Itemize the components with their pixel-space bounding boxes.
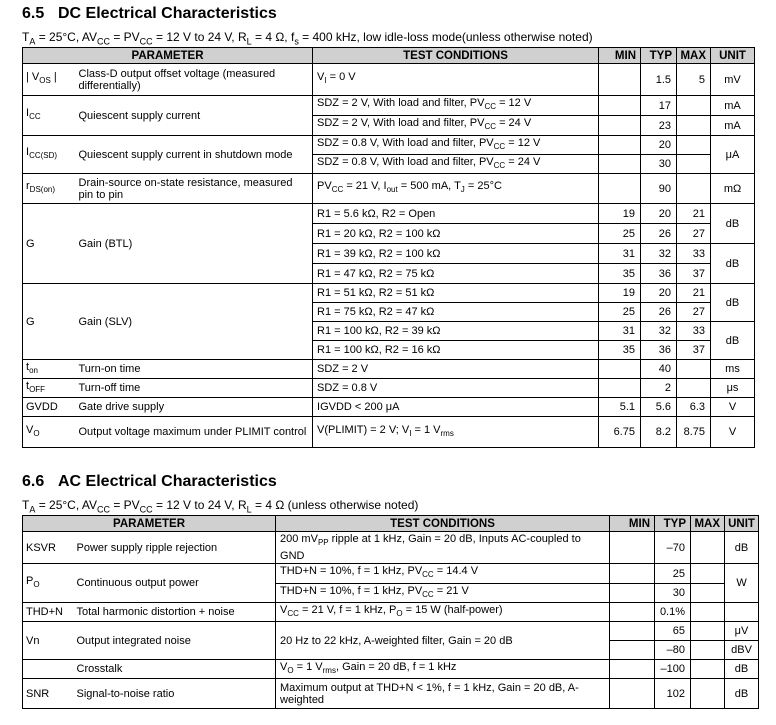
max-value: 37 [677,264,711,284]
param-description: Drain-source on-state resistance, measured pin to pin [77,174,313,204]
test-condition: V(PLIMIT) = 2 V; $V_I = 1$ $V_{rms}$ [313,417,599,448]
ac-section-heading [22,473,277,491]
typ-value: 8.2 [641,417,677,448]
unit-value: mΩ [711,174,755,204]
test-condition: R1 = 39 kΩ, R2 = 100 kΩ [313,244,599,264]
typ-value: 1.5 [641,64,677,96]
unit-value: mV [711,64,755,96]
typ-value: 5.6 [641,398,677,417]
typ-value: 36 [641,341,677,360]
test-condition: R1 = 75 kΩ, R2 = 47 kΩ [313,303,599,322]
unit-value: dBV [725,641,759,660]
param-description: Gate drive supply [77,398,313,417]
max-value: 5 [677,64,711,96]
max-value: 27 [677,224,711,244]
param-symbol: $r_{DS(on)}$ [23,174,77,204]
typ-value: –70 [655,532,691,564]
max-value [677,360,711,379]
param-description: Quiescent supply current [77,96,313,136]
test-condition: IGVDD < 200 μA [313,398,599,417]
unit-value: V [711,398,755,417]
min-value [610,532,655,564]
max-value: 21 [677,284,711,303]
min-value: 31 [599,244,641,264]
unit-value: dB [725,532,759,564]
test-condition: SDZ = 2 V, With load and filter, $PV_{CC} = 12$ V [313,96,599,116]
unit-value: dB [725,679,759,709]
param-symbol: KSVR [23,532,75,564]
param-description: Quiescent supply current in shutdown mode [77,136,313,174]
param-description: Power supply ripple rejection [75,532,276,564]
table-row [23,379,755,398]
max-value [677,96,711,116]
table-row [23,284,755,303]
param-description: Signal-to-noise ratio [75,679,276,709]
test-condition: SDZ = 2 V, With load and filter, $PV_{CC} = 24$ V [313,116,599,136]
table-row [23,64,755,96]
param-description: Gain (SLV) [77,284,313,360]
table-row [23,174,755,204]
test-condition: R1 = 47 kΩ, R2 = 75 kΩ [313,264,599,284]
header-max: MAX [691,516,725,532]
typ-value: 20 [641,284,677,303]
header-test-conditions: TEST CONDITIONS [313,48,599,64]
test-condition: $PV_{CC} = 21$ V, $I_{out} = 500$ mA, $T_J = 25^\circ C$ [313,174,599,204]
max-value [677,155,711,174]
min-value [599,174,641,204]
test-condition: SDZ = 2 V [313,360,599,379]
min-value: 35 [599,264,641,284]
test-condition: R1 = 20 kΩ, R2 = 100 kΩ [313,224,599,244]
param-symbol: THD+N [23,603,75,622]
param-symbol: $t_{on}$ [23,360,77,379]
min-value [610,564,655,584]
header-max: MAX [677,48,711,64]
test-condition: R1 = 51 kΩ, R2 = 51 kΩ [313,284,599,303]
table-row [23,564,759,584]
typ-value: 0.1% [655,603,691,622]
typ-value: 23 [641,116,677,136]
max-value [677,116,711,136]
dc-test-conditions-note: $T_A = 25^\circ C$, $AV_{CC} = PV_{CC} = 12$ V to 24 V, $R_L = 4$ Ω, $f_s = 400$ kHz, low idle-loss mode(unless otherwise noted) [22,30,593,47]
min-value [599,64,641,96]
test-condition: $V_{CC} = 21$ V, f = 1 kHz, $P_O = 15$ W (half-power) [276,603,610,622]
min-value [610,603,655,622]
dc-table-header [23,48,755,64]
header-min: MIN [599,48,641,64]
unit-value: dB [711,284,755,322]
param-description: Gain (BTL) [77,204,313,284]
test-condition: 200 $mV_{PP}$ ripple at 1 kHz, Gain = 20 dB, Inputs AC-coupled to GND [276,532,610,564]
max-value [691,603,725,622]
test-condition: SDZ = 0.8 V, With load and filter, $PV_{CC} = 12$ V [313,136,599,155]
unit-value: μs [711,379,755,398]
unit-value [725,603,759,622]
typ-value: 17 [641,96,677,116]
param-description: Total harmonic distortion + noise [75,603,276,622]
max-value: 33 [677,244,711,264]
dc-section-heading [22,5,277,23]
param-description: Continuous output power [75,564,276,603]
typ-value: 32 [641,322,677,341]
max-value: 6.3 [677,398,711,417]
unit-value: μV [725,622,759,641]
table-row [23,417,755,448]
table-row [23,660,759,679]
param-description: Output integrated noise [75,622,276,660]
typ-value: 20 [641,204,677,224]
max-value [691,532,725,564]
test-condition: Maximum output at THD+N < 1%, f = 1 kHz, Gain = 20 dB, A-weighted [276,679,610,709]
typ-value: 102 [655,679,691,709]
max-value [677,379,711,398]
table-row [23,360,755,379]
param-symbol: $I_{CC(SD)}$ [23,136,77,174]
max-value [691,622,725,641]
param-description: Turn-on time [77,360,313,379]
param-symbol: $I_{CC}$ [23,96,77,136]
test-condition: $V_O = 1$ $V_{rms}$, Gain = 20 dB, f = 1 kHz [276,660,610,679]
min-value [610,584,655,603]
test-condition: THD+N = 10%, f = 1 kHz, $PV_{CC} = 14.4$ V [276,564,610,584]
min-value [599,360,641,379]
min-value [599,136,641,155]
min-value: 5.1 [599,398,641,417]
min-value: 25 [599,224,641,244]
unit-value: dB [725,660,759,679]
param-symbol: Vn [23,622,75,660]
typ-value: 65 [655,622,691,641]
max-value: 8.75 [677,417,711,448]
test-condition: R1 = 100 kΩ, R2 = 39 kΩ [313,322,599,341]
unit-value: mA [711,96,755,116]
dc-section-title: DC Electrical Characteristics [58,5,277,22]
unit-value: μA [711,136,755,174]
max-value [677,136,711,155]
param-symbol: | $V_{OS}$ | [23,64,77,96]
param-symbol: SNR [23,679,75,709]
min-value: 6.75 [599,417,641,448]
header-unit: UNIT [725,516,759,532]
max-value [677,174,711,204]
header-typ: TYP [641,48,677,64]
max-value [691,679,725,709]
typ-value: 20 [641,136,677,155]
test-condition: THD+N = 10%, f = 1 kHz, $PV_{CC} = 21$ V [276,584,610,603]
param-symbol: $V_O$ [23,417,77,448]
table-row [23,96,755,116]
min-value [599,379,641,398]
param-symbol: GVDD [23,398,77,417]
unit-value: mA [711,116,755,136]
param-description: Crosstalk [75,660,276,679]
ac-table-header [23,516,759,532]
param-description: Output voltage maximum under PLIMIT control [77,417,313,448]
param-description: Turn-off time [77,379,313,398]
header-parameter: PARAMETER [23,48,313,64]
max-value: 33 [677,322,711,341]
max-value [691,641,725,660]
test-condition: 20 Hz to 22 kHz, A-weighted filter, Gain = 20 dB [276,622,610,660]
typ-value: –80 [655,641,691,660]
table-row [23,532,759,564]
param-symbol: $P_O$ [23,564,75,603]
table-row [23,603,759,622]
min-value [610,660,655,679]
test-condition: R1 = 5.6 kΩ, R2 = Open [313,204,599,224]
typ-value: 25 [655,564,691,584]
header-test-conditions: TEST CONDITIONS [276,516,610,532]
ac-section-number: 6.6 [22,473,45,490]
ac-characteristics-table [22,515,759,709]
typ-value: 30 [641,155,677,174]
max-value [691,564,725,584]
test-condition: SDZ = 0.8 V, With load and filter, $PV_{CC} = 24$ V [313,155,599,174]
param-description: Class-D output offset voltage (measured differentially) [77,64,313,96]
min-value [599,96,641,116]
max-value [691,584,725,603]
min-value: 19 [599,204,641,224]
header-parameter: PARAMETER [23,516,276,532]
test-condition: $V_I = 0$ V [313,64,599,96]
unit-value: V [711,417,755,448]
table-row [23,398,755,417]
min-value [610,641,655,660]
min-value: 19 [599,284,641,303]
typ-value: 32 [641,244,677,264]
min-value [599,116,641,136]
param-symbol: G [23,284,77,360]
max-value: 21 [677,204,711,224]
header-min: MIN [610,516,655,532]
test-condition: SDZ = 0.8 V [313,379,599,398]
typ-value: 26 [641,224,677,244]
table-row [23,136,755,155]
header-typ: TYP [655,516,691,532]
test-condition: R1 = 100 kΩ, R2 = 16 kΩ [313,341,599,360]
min-value: 31 [599,322,641,341]
min-value: 35 [599,341,641,360]
typ-value: –100 [655,660,691,679]
max-value: 37 [677,341,711,360]
unit-value: W [725,564,759,603]
typ-value: 2 [641,379,677,398]
unit-value: dB [711,244,755,284]
typ-value: 26 [641,303,677,322]
param-symbol: G [23,204,77,284]
param-symbol [23,660,75,679]
min-value [610,679,655,709]
min-value [610,622,655,641]
typ-value: 36 [641,264,677,284]
param-symbol: $t_{OFF}$ [23,379,77,398]
typ-value: 30 [655,584,691,603]
dc-characteristics-table [22,47,755,448]
dc-section-number: 6.5 [22,5,45,22]
min-value [599,155,641,174]
typ-value: 90 [641,174,677,204]
min-value: 25 [599,303,641,322]
max-value: 27 [677,303,711,322]
ac-section-title: AC Electrical Characteristics [58,473,277,490]
ac-test-conditions-note: $T_A = 25^\circ C$, $AV_{CC} = PV_{CC} = 12$ V to 24 V, $R_L = 4$ Ω (unless otherwise noted) [22,498,419,515]
unit-value: dB [711,204,755,244]
table-row [23,204,755,224]
unit-value: ms [711,360,755,379]
typ-value: 40 [641,360,677,379]
table-row [23,679,759,709]
unit-value: dB [711,322,755,360]
table-row [23,622,759,641]
header-unit: UNIT [711,48,755,64]
max-value [691,660,725,679]
